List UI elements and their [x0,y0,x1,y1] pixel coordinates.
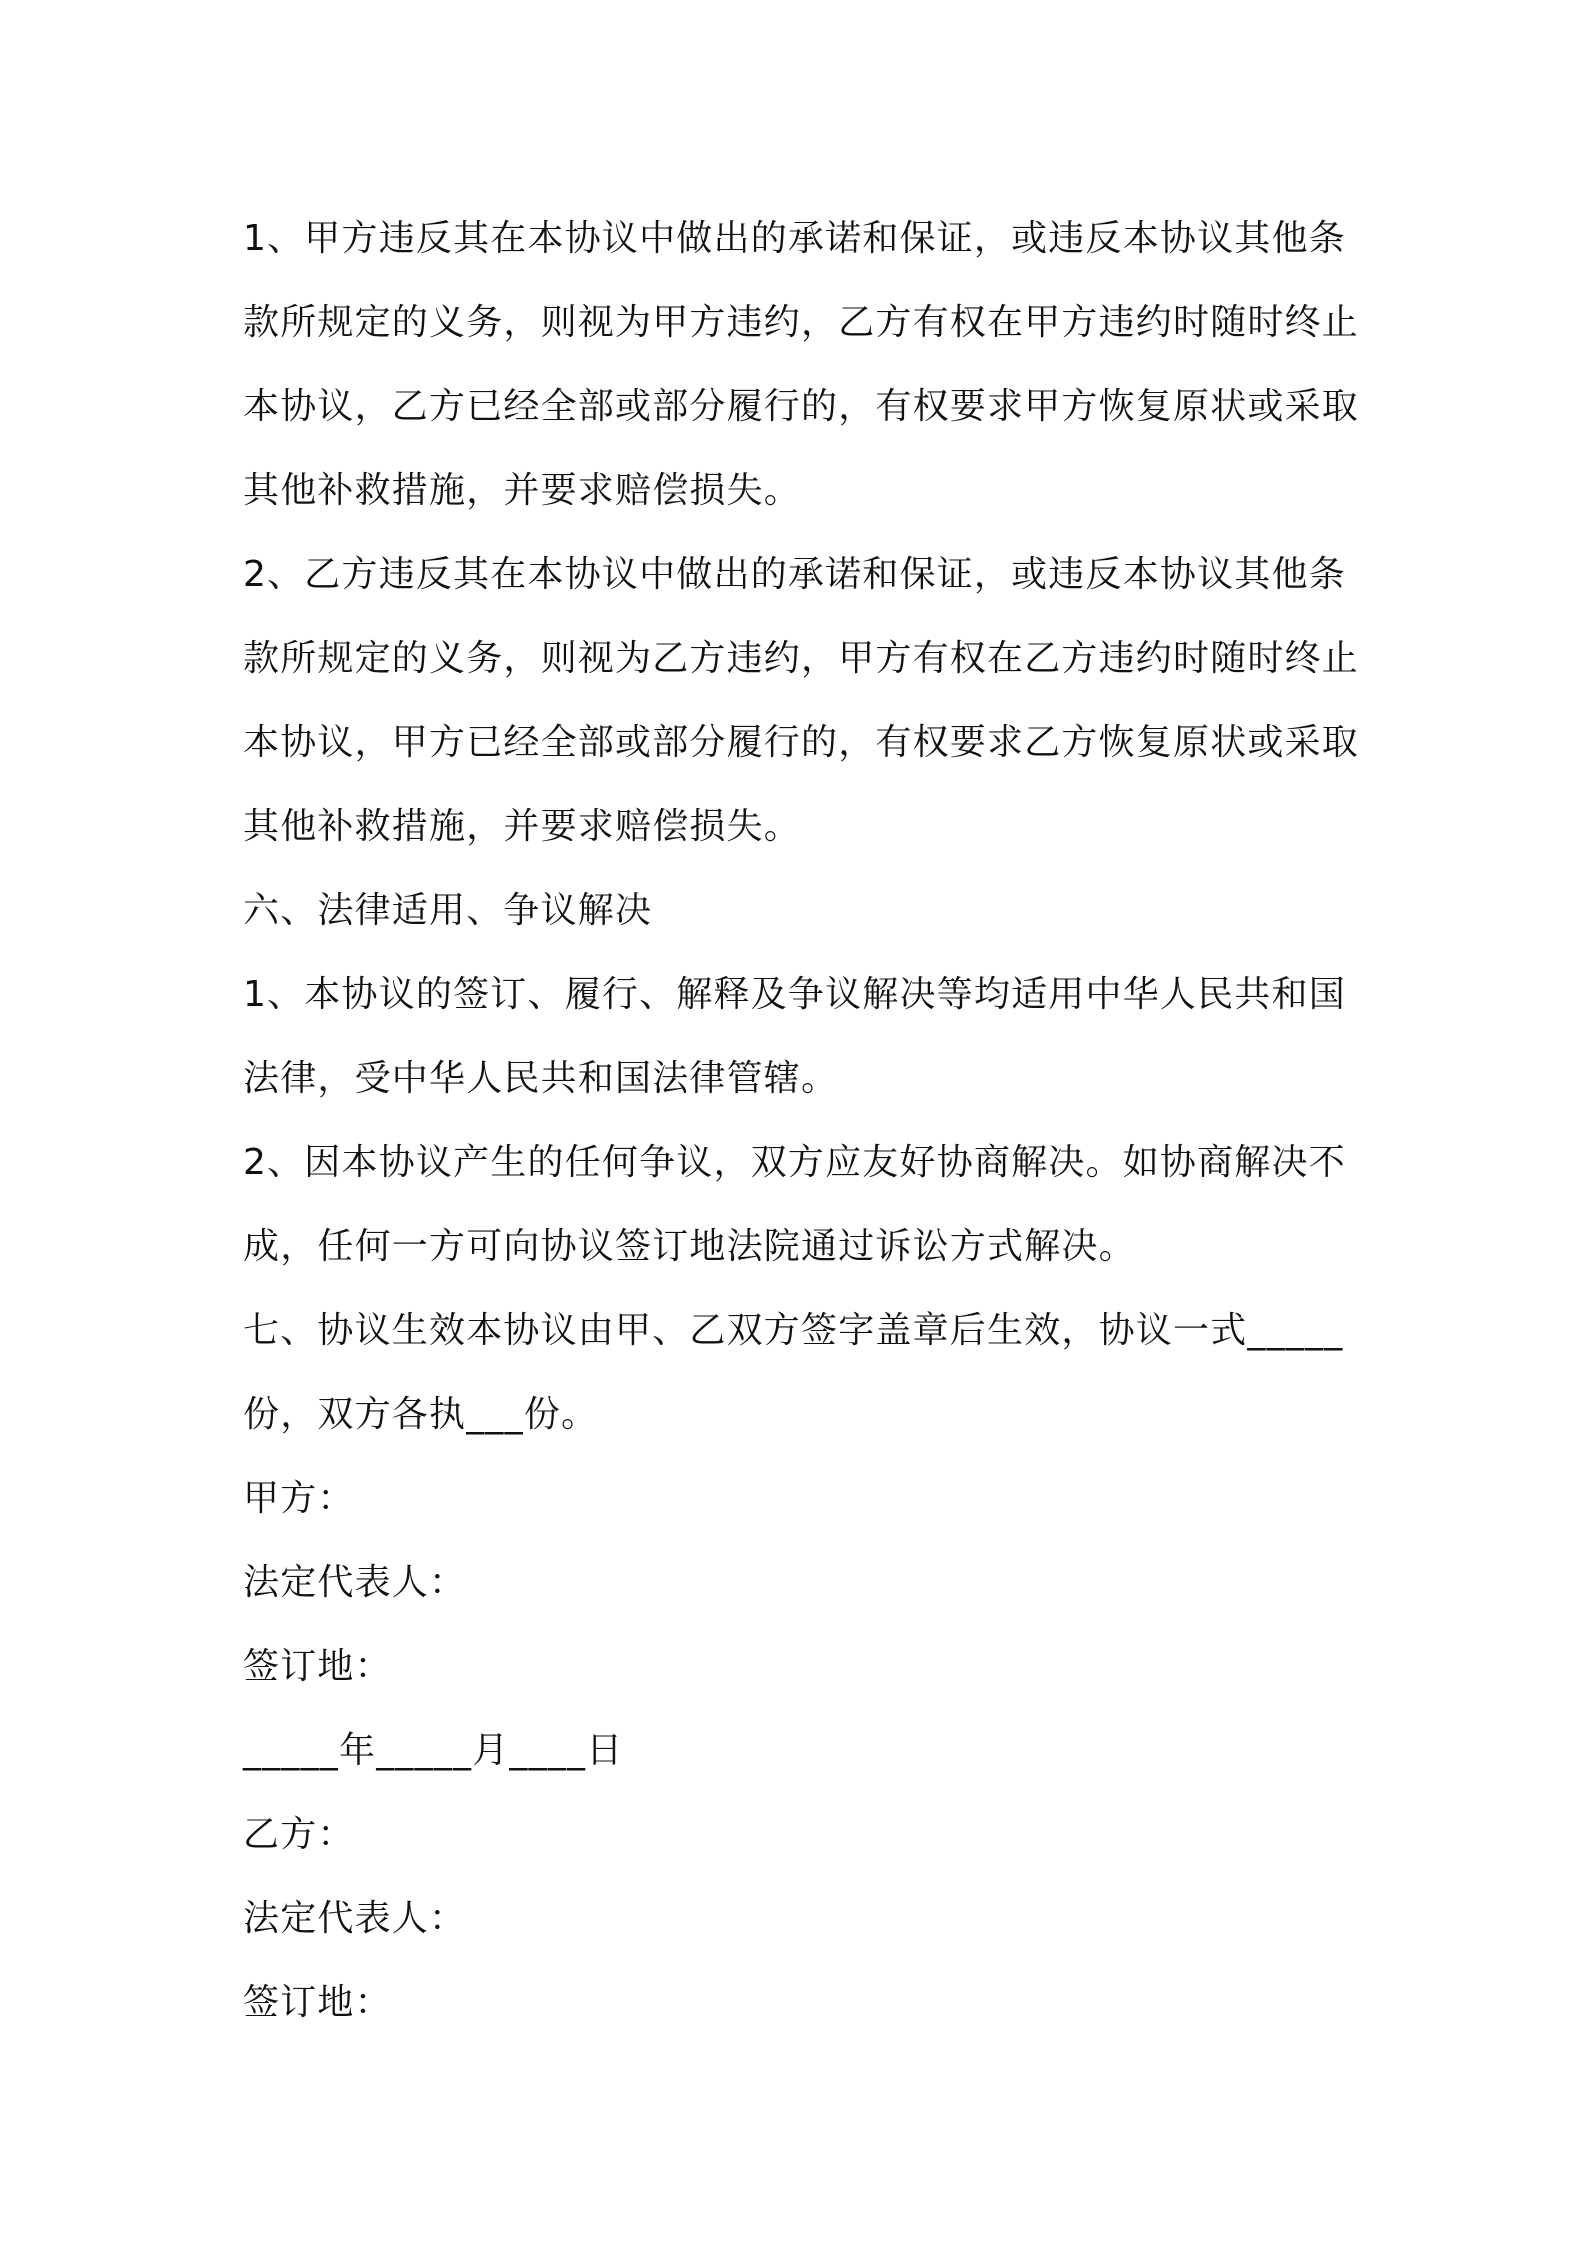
effectiveness-clause [243,1289,1358,1457]
party-b-representative: 法定代表人： [243,1898,467,1939]
party-b-label: 乙方： [243,1814,355,1855]
text-line: 2、因本协议产生的任何争议，双方应友好协商解决。如协商解决不 [243,1142,1346,1183]
party-b-location: 签订地： [243,1982,392,2023]
law-clause-1 [243,953,1358,1121]
document-body [243,197,1358,2045]
breach-clause-2 [243,533,1358,869]
text-line: 2、乙方违反其在本协议中做出的承诺和保证，或违反本协议其他条 [243,554,1346,595]
text-line: 1、甲方违反其在本协议中做出的承诺和保证，或违反本协议其他条 [243,218,1346,259]
text-line: 成，任何一方可向协议签订地法院通过诉讼方式解决。 [243,1226,1136,1267]
text-line: 其他补救措施，并要求赔偿损失。 [243,806,802,847]
text-line: 款所规定的义务，则视为乙方违约，甲方有权在乙方违约时随时终止 [243,638,1360,679]
text-line: 本协议，甲方已经全部或部分履行的，有权要求乙方恢复原状或采取 [243,722,1360,763]
text-line: 1、本协议的签订、履行、解释及争议解决等均适用中华人民共和国 [243,974,1346,1015]
party-a-label: 甲方： [243,1478,355,1519]
text-line: 款所规定的义务，则视为甲方违约，乙方有权在甲方违约时随时终止 [243,302,1360,343]
law-clause-2 [243,1121,1358,1289]
text-line: 本协议，乙方已经全部或部分履行的，有权要求甲方恢复原状或采取 [243,386,1360,427]
text-line: 七、协议生效本协议由甲、乙双方签字盖章后生效，协议一式_____ [243,1310,1344,1351]
text-line: 法律，受中华人民共和国法律管辖。 [243,1058,839,1099]
party-b-signature-block [243,1793,1358,2045]
party-a-signature-block [243,1457,1358,1793]
signing-date: _____年_____月____日 [243,1730,624,1771]
breach-clause-1 [243,197,1358,533]
text-line: 份，双方各执___份。 [243,1394,599,1435]
text-line: 其他补救措施，并要求赔偿损失。 [243,470,802,511]
party-a-location: 签订地： [243,1646,392,1687]
party-a-representative: 法定代表人： [243,1562,467,1603]
section-heading-law: 六、法律适用、争议解决 [243,890,653,931]
